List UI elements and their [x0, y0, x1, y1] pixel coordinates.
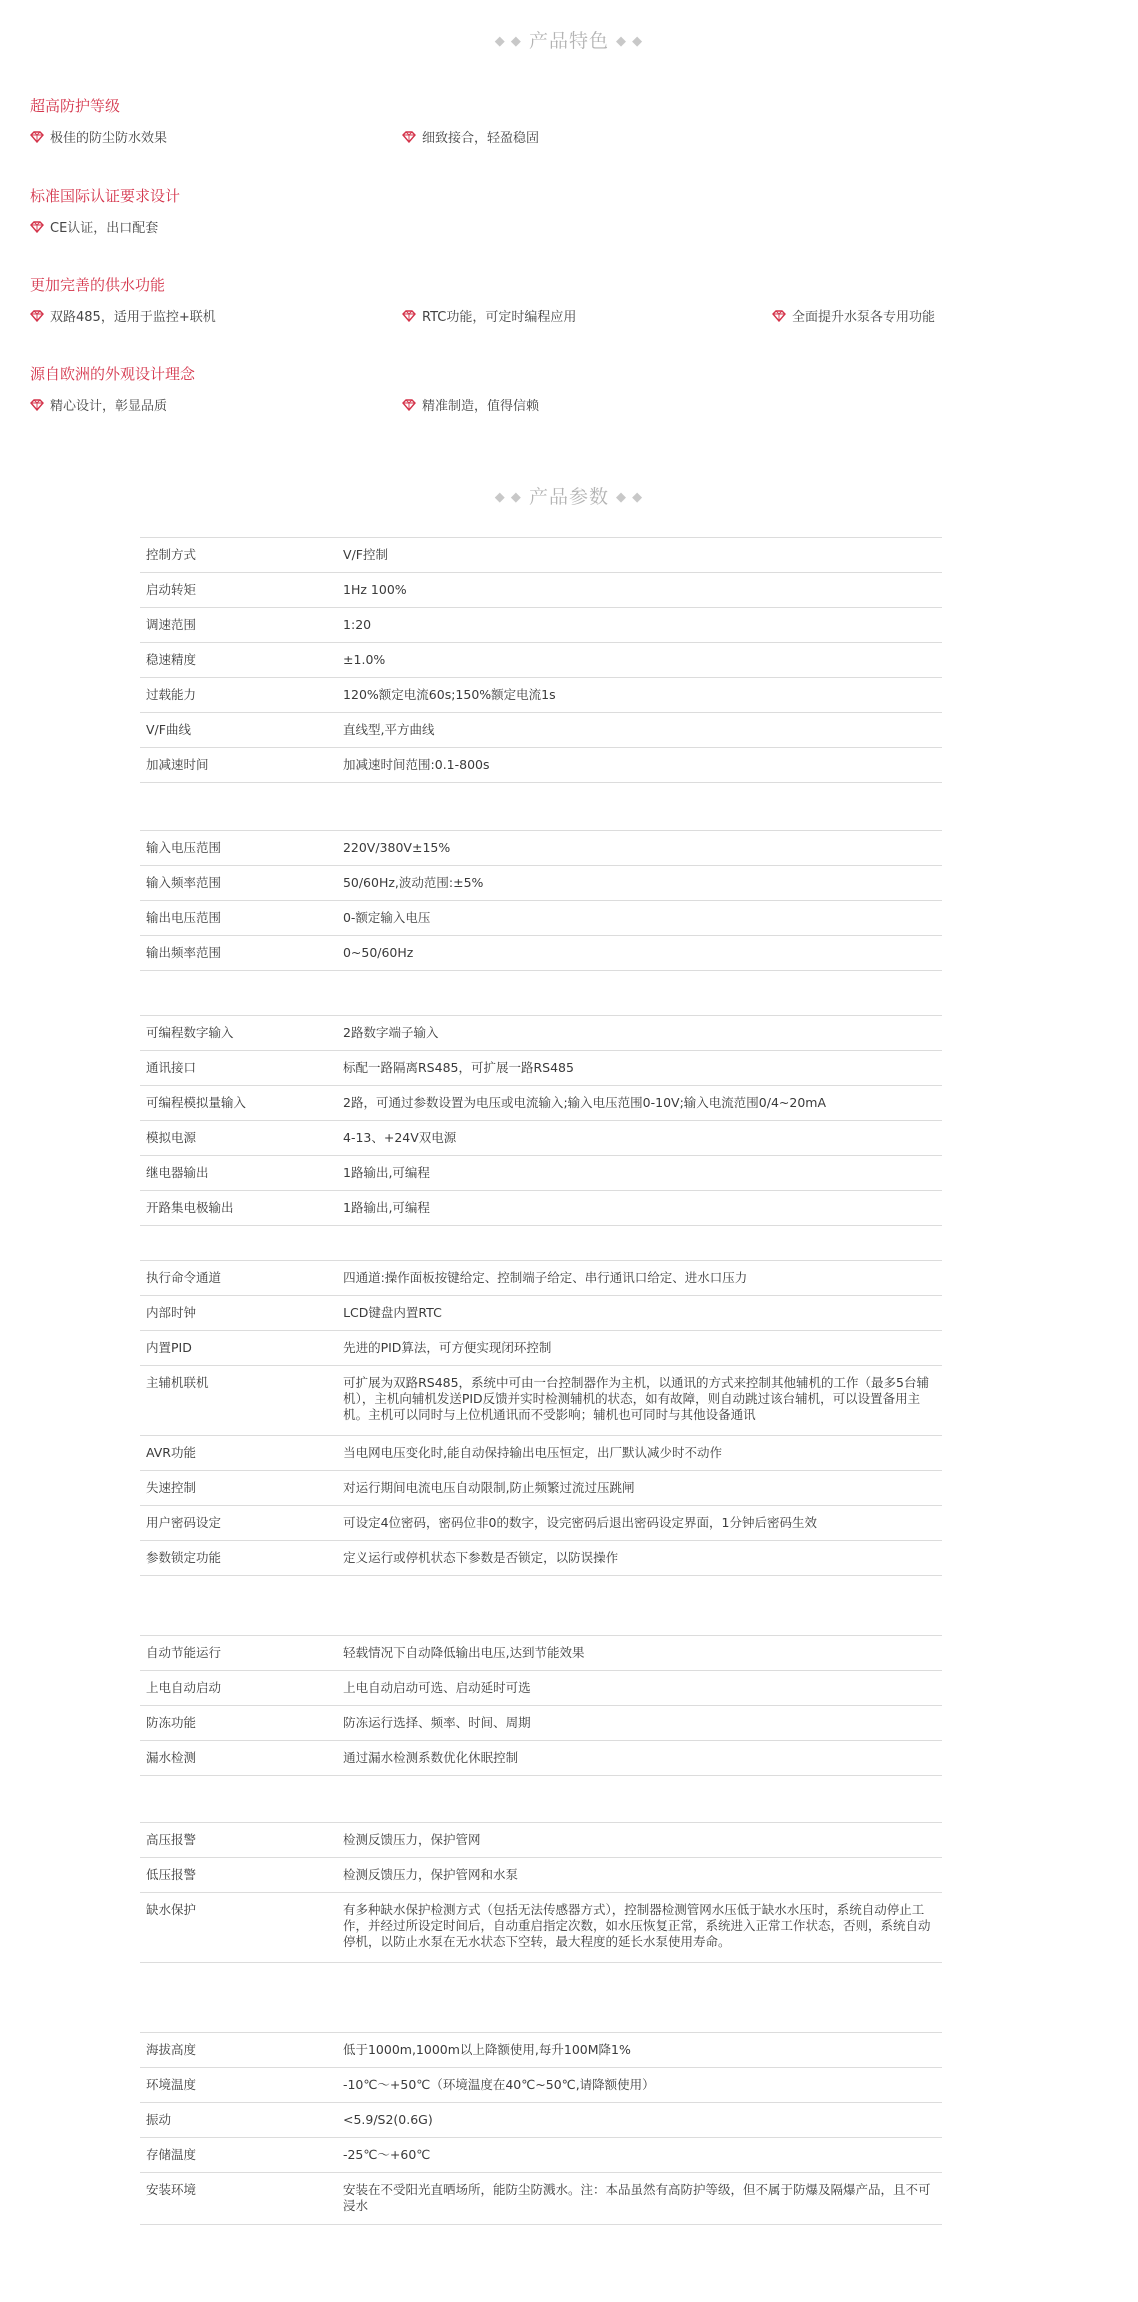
spec-value: 可设定4位密码，密码位非0的数字，设完密码后退出密码设定界面，1分钟后密码生效 [343, 1515, 817, 1530]
table-row [140, 678, 942, 713]
table-row [140, 1471, 942, 1506]
feature-group-title: 源自欧洲的外观设计理念 [30, 365, 196, 383]
spec-value-cell [337, 1506, 942, 1541]
spec-label: 自动节能运行 [146, 1645, 222, 1660]
spec-label-cell [140, 1823, 337, 1858]
spec-value: V/F控制 [343, 547, 388, 562]
spec-value-cell [337, 2103, 942, 2138]
spec-label-cell [140, 1858, 337, 1893]
spec-label: 开路集电极输出 [146, 1200, 234, 1215]
spec-label: 继电器输出 [146, 1165, 209, 1180]
feature-row [30, 219, 1110, 239]
spec-label-cell [140, 1541, 337, 1576]
spec-table [140, 1822, 942, 1963]
spec-label-cell [140, 1121, 337, 1156]
spec-label: V/F曲线 [146, 722, 191, 737]
feature-row [30, 308, 1110, 328]
spec-label: 内部时钟 [146, 1305, 197, 1320]
feature-row [30, 129, 1110, 149]
spec-label-cell [140, 713, 337, 748]
spec-value-cell [337, 936, 942, 971]
feature-item-label: 全面提升水泵各专用功能 [792, 310, 936, 325]
spec-value: ±1.0% [343, 652, 386, 667]
spec-label: 输出频率范围 [146, 945, 222, 960]
table-row [140, 1436, 942, 1471]
table-row [140, 713, 942, 748]
spec-label: 环境温度 [146, 2077, 197, 2092]
spec-label-cell [140, 831, 337, 866]
spec-value-cell [337, 1086, 942, 1121]
spec-value-cell [337, 1331, 942, 1366]
spec-value-cell [337, 1191, 942, 1226]
spec-value: 1:20 [343, 617, 372, 632]
table-row [140, 1636, 942, 1671]
spec-label-cell [140, 2068, 337, 2103]
spec-value-cell [337, 643, 942, 678]
table-row [140, 1086, 942, 1121]
table-row [140, 1366, 942, 1436]
table-row [140, 936, 942, 971]
spec-label: AVR功能 [146, 1445, 196, 1460]
table-row [140, 1051, 942, 1086]
params-heading [0, 482, 1138, 509]
spec-value-cell [337, 608, 942, 643]
spec-value: 120%额定电流60s;150%额定电流1s [343, 687, 556, 702]
table-row [140, 2103, 942, 2138]
table-row [140, 1016, 942, 1051]
spec-label-cell [140, 2173, 337, 2225]
spec-value: 检测反馈压力，保护管网 [343, 1832, 481, 1847]
spec-label-cell [140, 2138, 337, 2173]
table-row [140, 643, 942, 678]
spec-value: 安装在不受阳光直晒场所，能防尘防溅水。注：本品虽然有高防护等级，但不属于防爆及隔爆产品，且不可浸水 [342, 2182, 931, 2213]
table-row [140, 1331, 942, 1366]
spec-value-cell [337, 831, 942, 866]
spec-value: 1Hz 100% [343, 582, 407, 597]
spec-value: 50/60Hz,波动范围:±5% [342, 875, 484, 890]
spec-label: 通讯接口 [146, 1060, 197, 1075]
table-row [140, 1858, 942, 1893]
table-row [140, 1506, 942, 1541]
spec-value-cell [337, 1471, 942, 1506]
table-row [140, 1156, 942, 1191]
spec-label-cell [140, 1636, 337, 1671]
spec-value-cell [337, 2033, 942, 2068]
spec-value-cell [337, 1858, 942, 1893]
spec-value-cell [337, 1541, 942, 1576]
table-row [140, 1261, 942, 1296]
spec-label-cell [140, 643, 337, 678]
feature-group [30, 95, 1110, 149]
diamond-ornament-icon: ◆ ◆ [616, 490, 644, 505]
spec-value: 2路数字端子输入 [343, 1025, 439, 1040]
spec-value-cell [337, 678, 942, 713]
feature-item-label: 精心设计，彰显品质 [50, 399, 168, 414]
spec-value-cell [337, 1261, 942, 1296]
table-row [140, 1823, 942, 1858]
spec-value-cell [337, 1741, 942, 1776]
spec-value-cell [337, 2173, 942, 2225]
feature-item-label: 极佳的防尘防水效果 [50, 131, 168, 146]
spec-label: 缺水保护 [146, 1902, 197, 1917]
table-row [140, 608, 942, 643]
diamond-ornament-icon: ◆ ◆ [494, 34, 522, 49]
spec-label: 输出电压范围 [146, 910, 222, 925]
diamond-ornament-icon: ◆ ◆ [616, 34, 644, 49]
spec-value-cell [337, 1823, 942, 1858]
spec-label-cell [140, 936, 337, 971]
spec-value-cell [337, 1296, 942, 1331]
spec-label: 海拔高度 [146, 2042, 197, 2057]
diamond-gem-icon [30, 130, 44, 142]
spec-label-cell [140, 1741, 337, 1776]
spec-label: 可编程模拟量输入 [146, 1095, 247, 1110]
feature-group [30, 363, 1110, 417]
table-row [140, 1121, 942, 1156]
table-row [140, 573, 942, 608]
spec-label-cell [140, 1296, 337, 1331]
params-heading-text: 产品参数 [528, 486, 609, 508]
spec-value-cell [337, 901, 942, 936]
feature-item [30, 308, 216, 328]
table-row [140, 831, 942, 866]
spec-label-cell [140, 1191, 337, 1226]
diamond-gem-icon [772, 309, 786, 321]
spec-label-cell [140, 1436, 337, 1471]
spec-table [140, 1635, 942, 1776]
spec-label-cell [140, 1051, 337, 1086]
table-row [140, 866, 942, 901]
spec-label-cell [140, 1331, 337, 1366]
feature-item [30, 397, 167, 417]
feature-item [402, 308, 576, 328]
spec-table [140, 1015, 942, 1226]
spec-label-cell [140, 1366, 337, 1436]
spec-label: 稳速精度 [146, 652, 197, 667]
spec-label: 输入频率范围 [146, 875, 222, 890]
spec-label-cell [140, 678, 337, 713]
feature-item [402, 129, 539, 149]
spec-label-cell [140, 538, 337, 573]
spec-label-cell [140, 1506, 337, 1541]
spec-label: 防冻功能 [146, 1715, 197, 1730]
spec-value: 有多种缺水保护检测方式（包括无法传感器方式），控制器检测管网水压低于缺水水压时，系统自动停止工作，并经过所设定时间后，自动重启指定次数，如水压恢复正常，系统进入正常工作状态，否则，系统自动停机，以防止水泵在无水状态下空转，最大程度的延长水泵使用寿命。 [343, 1902, 931, 1949]
spec-label: 调速范围 [146, 617, 197, 632]
feature-item-label: 双路485，适用于监控+联机 [50, 310, 216, 325]
spec-value-cell [337, 1016, 942, 1051]
spec-value: 2路，可通过参数设置为电压或电流输入;输入电压范围0-10V;输入电流范围0/4~20mA [343, 1095, 827, 1110]
table-row [140, 2068, 942, 2103]
table-row [140, 748, 942, 783]
spec-value: 1路输出,可编程 [343, 1200, 430, 1215]
spec-label-cell [140, 2033, 337, 2068]
spec-value: -10℃～+50℃（环境温度在40℃~50℃,请降额使用） [342, 2077, 655, 2092]
spec-label-cell [140, 1261, 337, 1296]
spec-value: 加减速时间范围:0.1-800s [343, 757, 490, 772]
spec-value: 检测反馈压力，保护管网和水泵 [343, 1867, 519, 1882]
spec-label: 参数锁定功能 [146, 1550, 222, 1565]
spec-value: 通过漏水检测系数优化休眠控制 [343, 1750, 519, 1765]
spec-label: 模拟电源 [146, 1130, 197, 1145]
spec-label: 存储温度 [146, 2147, 197, 2162]
spec-label: 振动 [146, 2112, 172, 2127]
spec-table [140, 1260, 942, 1576]
table-row [140, 1541, 942, 1576]
diamond-gem-icon [402, 130, 416, 142]
diamond-gem-icon [402, 398, 416, 410]
spec-value: 四通道:操作面板按键给定、控制端子给定、串行通讯口给定、进水口压力 [343, 1270, 748, 1285]
spec-value-cell [337, 1121, 942, 1156]
table-row [140, 2033, 942, 2068]
table-row [140, 1893, 942, 1963]
spec-table [140, 2032, 942, 2225]
table-row [140, 1671, 942, 1706]
diamond-gem-icon [30, 398, 44, 410]
spec-value-cell [337, 866, 942, 901]
feature-row [30, 397, 1110, 417]
spec-value-cell [337, 573, 942, 608]
spec-value-cell [337, 748, 942, 783]
spec-value-cell [337, 1706, 942, 1741]
feature-group [30, 185, 1110, 239]
spec-label-cell [140, 1086, 337, 1121]
feature-item-label: 精准制造，值得信赖 [422, 399, 540, 414]
spec-label-cell [140, 2103, 337, 2138]
features-heading-text: 产品特色 [528, 30, 609, 52]
table-row [140, 2138, 942, 2173]
spec-value: 轻载情况下自动降低输出电压,达到节能效果 [343, 1645, 585, 1660]
feature-item [30, 219, 158, 239]
spec-label: 用户密码设定 [146, 1515, 222, 1530]
spec-value: 220V/380V±15% [342, 840, 451, 855]
table-row [140, 2173, 942, 2225]
spec-value: 防冻运行选择、频率、时间、周期 [343, 1715, 531, 1730]
spec-label: 失速控制 [146, 1480, 197, 1495]
spec-label: 加减速时间 [146, 757, 209, 772]
spec-value: LCD键盘内置RTC [343, 1305, 442, 1320]
spec-table [140, 537, 942, 783]
spec-value: 低于1000m,1000m以上降额使用,每升100M降1% [342, 2042, 631, 2057]
spec-label: 启动转矩 [146, 582, 197, 597]
spec-label-cell [140, 1671, 337, 1706]
spec-label-cell [140, 1893, 337, 1963]
feature-group-title: 标准国际认证要求设计 [30, 187, 181, 205]
spec-label: 漏水检测 [146, 1750, 197, 1765]
spec-label-cell [140, 748, 337, 783]
spec-label: 安装环境 [146, 2182, 197, 2197]
spec-value-cell [337, 538, 942, 573]
spec-label-cell [140, 866, 337, 901]
spec-value: 对运行期间电流电压自动限制,防止频繁过流过压跳闸 [343, 1480, 635, 1495]
feature-item [402, 397, 539, 417]
feature-item [772, 308, 935, 328]
diamond-gem-icon [402, 309, 416, 321]
feature-item-label: RTC功能，可定时编程应用 [422, 310, 577, 325]
spec-value-cell [337, 1366, 942, 1436]
diamond-ornament-icon: ◆ ◆ [494, 490, 522, 505]
spec-label: 控制方式 [146, 547, 197, 562]
spec-value: 定义运行或停机状态下参数是否锁定，以防误操作 [343, 1550, 619, 1565]
features-heading [0, 26, 1138, 53]
spec-value-cell [337, 2138, 942, 2173]
spec-label-cell [140, 1156, 337, 1191]
spec-value: 4-13、+24V双电源 [343, 1130, 457, 1145]
spec-label-cell [140, 1706, 337, 1741]
table-row [140, 1296, 942, 1331]
table-row [140, 1741, 942, 1776]
spec-value-cell [337, 713, 942, 748]
spec-value: 上电自动启动可选、启动延时可选 [343, 1680, 531, 1695]
spec-value-cell [337, 2068, 942, 2103]
feature-item-label: CE认证，出口配套 [50, 221, 159, 236]
spec-value: -25℃～+60℃ [342, 2147, 431, 2162]
spec-value-cell [337, 1051, 942, 1086]
spec-label-cell [140, 573, 337, 608]
feature-group [30, 274, 1110, 328]
table-row [140, 901, 942, 936]
spec-value: 0-额定输入电压 [342, 910, 431, 925]
spec-value: 1路输出,可编程 [343, 1165, 430, 1180]
spec-label-cell [140, 1016, 337, 1051]
diamond-gem-icon [30, 309, 44, 321]
spec-label-cell [140, 901, 337, 936]
table-row [140, 538, 942, 573]
spec-value-cell [337, 1671, 942, 1706]
spec-value: 标配一路隔离RS485，可扩展一路RS485 [343, 1060, 574, 1075]
spec-value: 0~50/60Hz [342, 945, 414, 960]
diamond-gem-icon [30, 220, 44, 232]
spec-value-cell [337, 1436, 942, 1471]
spec-label-cell [140, 608, 337, 643]
spec-value-cell [337, 1893, 942, 1963]
spec-value: 直线型,平方曲线 [343, 722, 435, 737]
feature-group-title: 更加完善的供水功能 [30, 276, 166, 294]
spec-label: 主辅机联机 [146, 1375, 209, 1390]
spec-label: 上电自动启动 [146, 1680, 222, 1695]
feature-group-title: 超高防护等级 [30, 97, 121, 115]
spec-value: 当电网电压变化时,能自动保持输出电压恒定，出厂默认减少时不动作 [343, 1445, 723, 1460]
table-row [140, 1191, 942, 1226]
spec-table [140, 830, 942, 971]
spec-label: 内置PID [146, 1340, 192, 1355]
spec-value: 可扩展为双路RS485，系统中可由一台控制器作为主机，以通讯的方式来控制其他辅机的工作（最多5台辅机），主机向辅机发送PID反馈并实时检测辅机的状态，如有故障，则自动跳过该台辅机，可以设置备用主机。主机可以同时与上位机通讯而不受影响；辅机也可同时与其他设备通讯 [343, 1375, 930, 1422]
spec-label: 高压报警 [146, 1832, 197, 1847]
spec-label: 输入电压范围 [146, 840, 222, 855]
spec-value: 先进的PID算法，可方便实现闭环控制 [343, 1340, 552, 1355]
spec-value: <5.9/S2(0.6G) [342, 2112, 433, 2127]
spec-label: 执行命令通道 [146, 1270, 222, 1285]
table-row [140, 1706, 942, 1741]
spec-label: 可编程数字输入 [146, 1025, 234, 1040]
spec-label: 低压报警 [146, 1867, 197, 1882]
spec-value-cell [337, 1636, 942, 1671]
feature-item-label: 细致接合，轻盈稳固 [422, 131, 540, 146]
spec-value-cell [337, 1156, 942, 1191]
feature-item [30, 129, 167, 149]
spec-label: 过载能力 [146, 687, 197, 702]
spec-label-cell [140, 1471, 337, 1506]
